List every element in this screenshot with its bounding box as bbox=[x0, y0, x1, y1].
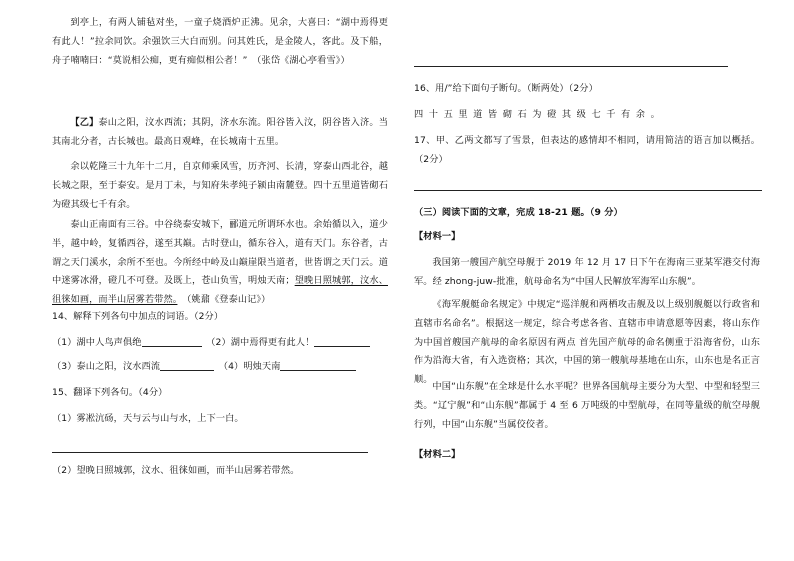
question-15-item1: （1）雾凇沆砀，天与云与山与水，上下一白。 bbox=[52, 413, 244, 424]
material-2-heading: 【材料二】 bbox=[414, 449, 461, 460]
answer-blank[interactable] bbox=[280, 359, 356, 371]
passage-yi-para1: 【乙】泰山之阳，汶水西流；其阴，济水东流。阳谷皆入汶，阴谷皆入济。当其南北分者，古长城也。最高日观峰，在长城南十五里。 bbox=[52, 117, 388, 147]
material-1-heading: 【材料一】 bbox=[414, 231, 461, 242]
answer-blank[interactable] bbox=[160, 359, 214, 371]
material-1-para2: 《海军舰艇命名规定》中规定“巡洋舰和两栖攻击舰及以上级别舰艇以行政省和直辖市名命名”。根据这一规定，综合考虑各省、直辖市申请意愿等因素，将山东作为中国首艘国产航母的命名原因有两点 首先国产航母的命名侧重于沿海省份，山东作为沿海大省，有入选资格；其次，中国的第一艘航母基地在山东，山东也是名正言顺。 bbox=[414, 299, 760, 386]
question-14-row2: （3）泰山之阳，汶水西流 （4）明烛天南 bbox=[52, 358, 388, 377]
source-jia: （张岱《湖心亭看雪》） bbox=[256, 54, 350, 66]
question-15-item2: （2）望晚日照城郭，汶水、徂徕如画，而半山居雾若带然。 bbox=[52, 465, 300, 476]
question-15: 15、翻译下列各句。（4分） bbox=[52, 387, 168, 398]
material-1-para1: 我国第一艘国产航空母舰于 2019 年 12 月 17 日下午在海南三亚某军港交付海军。经 zhong-juw-批准，航母命名为“中国人民解放军海军山东舰”。 bbox=[414, 257, 760, 287]
question-16-sentence: 四十五里道皆砌石为磴其级七千有余。 bbox=[414, 109, 666, 120]
material-1-para3: 中国“山东舰”在全球是什么水平呢？世界各国航母主要分为大型、中型和轻型三类。“辽宁舰”和“山东舰”都属于 4 至 6 万吨级的中型航母，在同等量级的航空母舰行列，中国“山东舰”当属佼佼者。 bbox=[414, 381, 760, 430]
question-14-row1: （1）湖中人鸟声俱绝 （2）湖中焉得更有此人！ bbox=[52, 334, 388, 353]
answer-blank[interactable] bbox=[142, 335, 202, 347]
answer-line[interactable] bbox=[52, 452, 368, 453]
passage-yi-tag: 【乙】 bbox=[70, 117, 99, 128]
answer-line[interactable] bbox=[414, 66, 728, 67]
underlined-sentence: 望晚日照城郭，汶水、徂徕如画，而半山居雾若带然。 bbox=[52, 275, 388, 306]
section-3-heading: （三）阅读下面的文章，完成 18-21 题。（9 分） bbox=[414, 207, 623, 218]
answer-blank[interactable] bbox=[314, 335, 370, 347]
source-yi: （姚鼐《登泰山记》） bbox=[186, 294, 271, 306]
answer-line[interactable] bbox=[414, 190, 762, 191]
passage-jia-ending: 到亭上，有两人铺毡对坐，一童子烧酒炉正沸。见余，大喜曰：“湖中焉得更有此人！”拉余同饮。余强饮三大白而别。问其姓氏，是金陵人，客此。及下船，舟子喃喃曰：“莫说相公痴，更有痴似相公者！” （张岱《湖心亭看雪》） bbox=[52, 17, 388, 66]
question-17: 17、甲、乙两文都写了雪景，但表达的感情却不相同，请用简洁的语言加以概括。（2分） bbox=[414, 135, 760, 165]
passage-yi-para2: 余以乾隆三十九年十二月，自京师乘风雪，历齐河、长清，穿泰山西北谷，越长城之限，至于泰安。是月丁未，与知府朱孝纯子颍由南麓登。四十五里道皆砌石为磴其级七千有余。 bbox=[52, 161, 388, 210]
question-14: 14、解释下列各句中加点的词语。（2分） bbox=[52, 311, 224, 322]
passage-yi-para3: 泰山正南面有三谷。中谷绕泰安城下，郦道元所谓环水也。余始循以入，道少半，越中岭，复循西谷，遂至其巅。古时登山，循东谷入，道有天门。东谷者，古谓之天门溪水，余所不至也。今所经中岭及山巅崖限当道者，世皆谓之天门云。道中迷雾冰滑，磴几不可登。及既上，苍山负雪，明烛天南；望晚日照城郭，汶水、徂徕如画，而半山居雾若带然。 （姚鼐《登泰山记》） bbox=[52, 219, 388, 306]
question-16: 16、用/”给下面句子断句。（断两处）（2分） bbox=[414, 83, 598, 94]
